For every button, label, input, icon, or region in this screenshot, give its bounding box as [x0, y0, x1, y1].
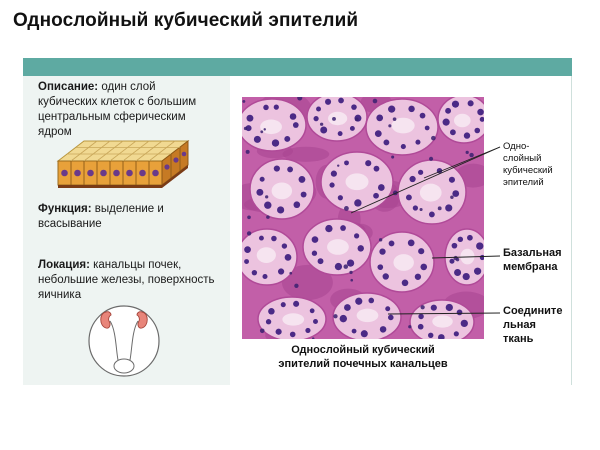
location-label: Локация: [38, 259, 90, 271]
description-label: Описание: [38, 81, 99, 93]
label-cuboidal-line: Одно- [503, 141, 530, 152]
page-title: Однослойный кубический эпителий [13, 10, 359, 31]
label-basal-membrane [503, 246, 569, 274]
label-cuboidal-line: слойный [503, 153, 542, 164]
label-connective-line: ткань [503, 333, 534, 345]
label-basal-line: мембрана [503, 261, 558, 273]
description-body: один слой кубических клеток с большим центральным сферическим ядром [38, 81, 197, 138]
function-body: выделение и всасывание [38, 203, 164, 230]
location-body: канальцы почек, небольшие железы, поверхность яичника [38, 259, 215, 301]
label-connective-line: льная [503, 319, 536, 331]
label-connective-tissue [503, 304, 569, 346]
label-cuboidal-line: кубический [503, 165, 553, 176]
label-cuboidal-epithelium [503, 141, 565, 189]
label-basal-line: Базальная [503, 247, 562, 259]
function-label: Функция: [38, 203, 92, 215]
caption-line-1: Однослойный кубический [291, 344, 435, 356]
caption-line-2: эпителий почечных канальцев [278, 358, 448, 370]
label-cuboidal-line: эпителий [503, 177, 544, 188]
label-connective-line: Соедините [503, 305, 563, 317]
